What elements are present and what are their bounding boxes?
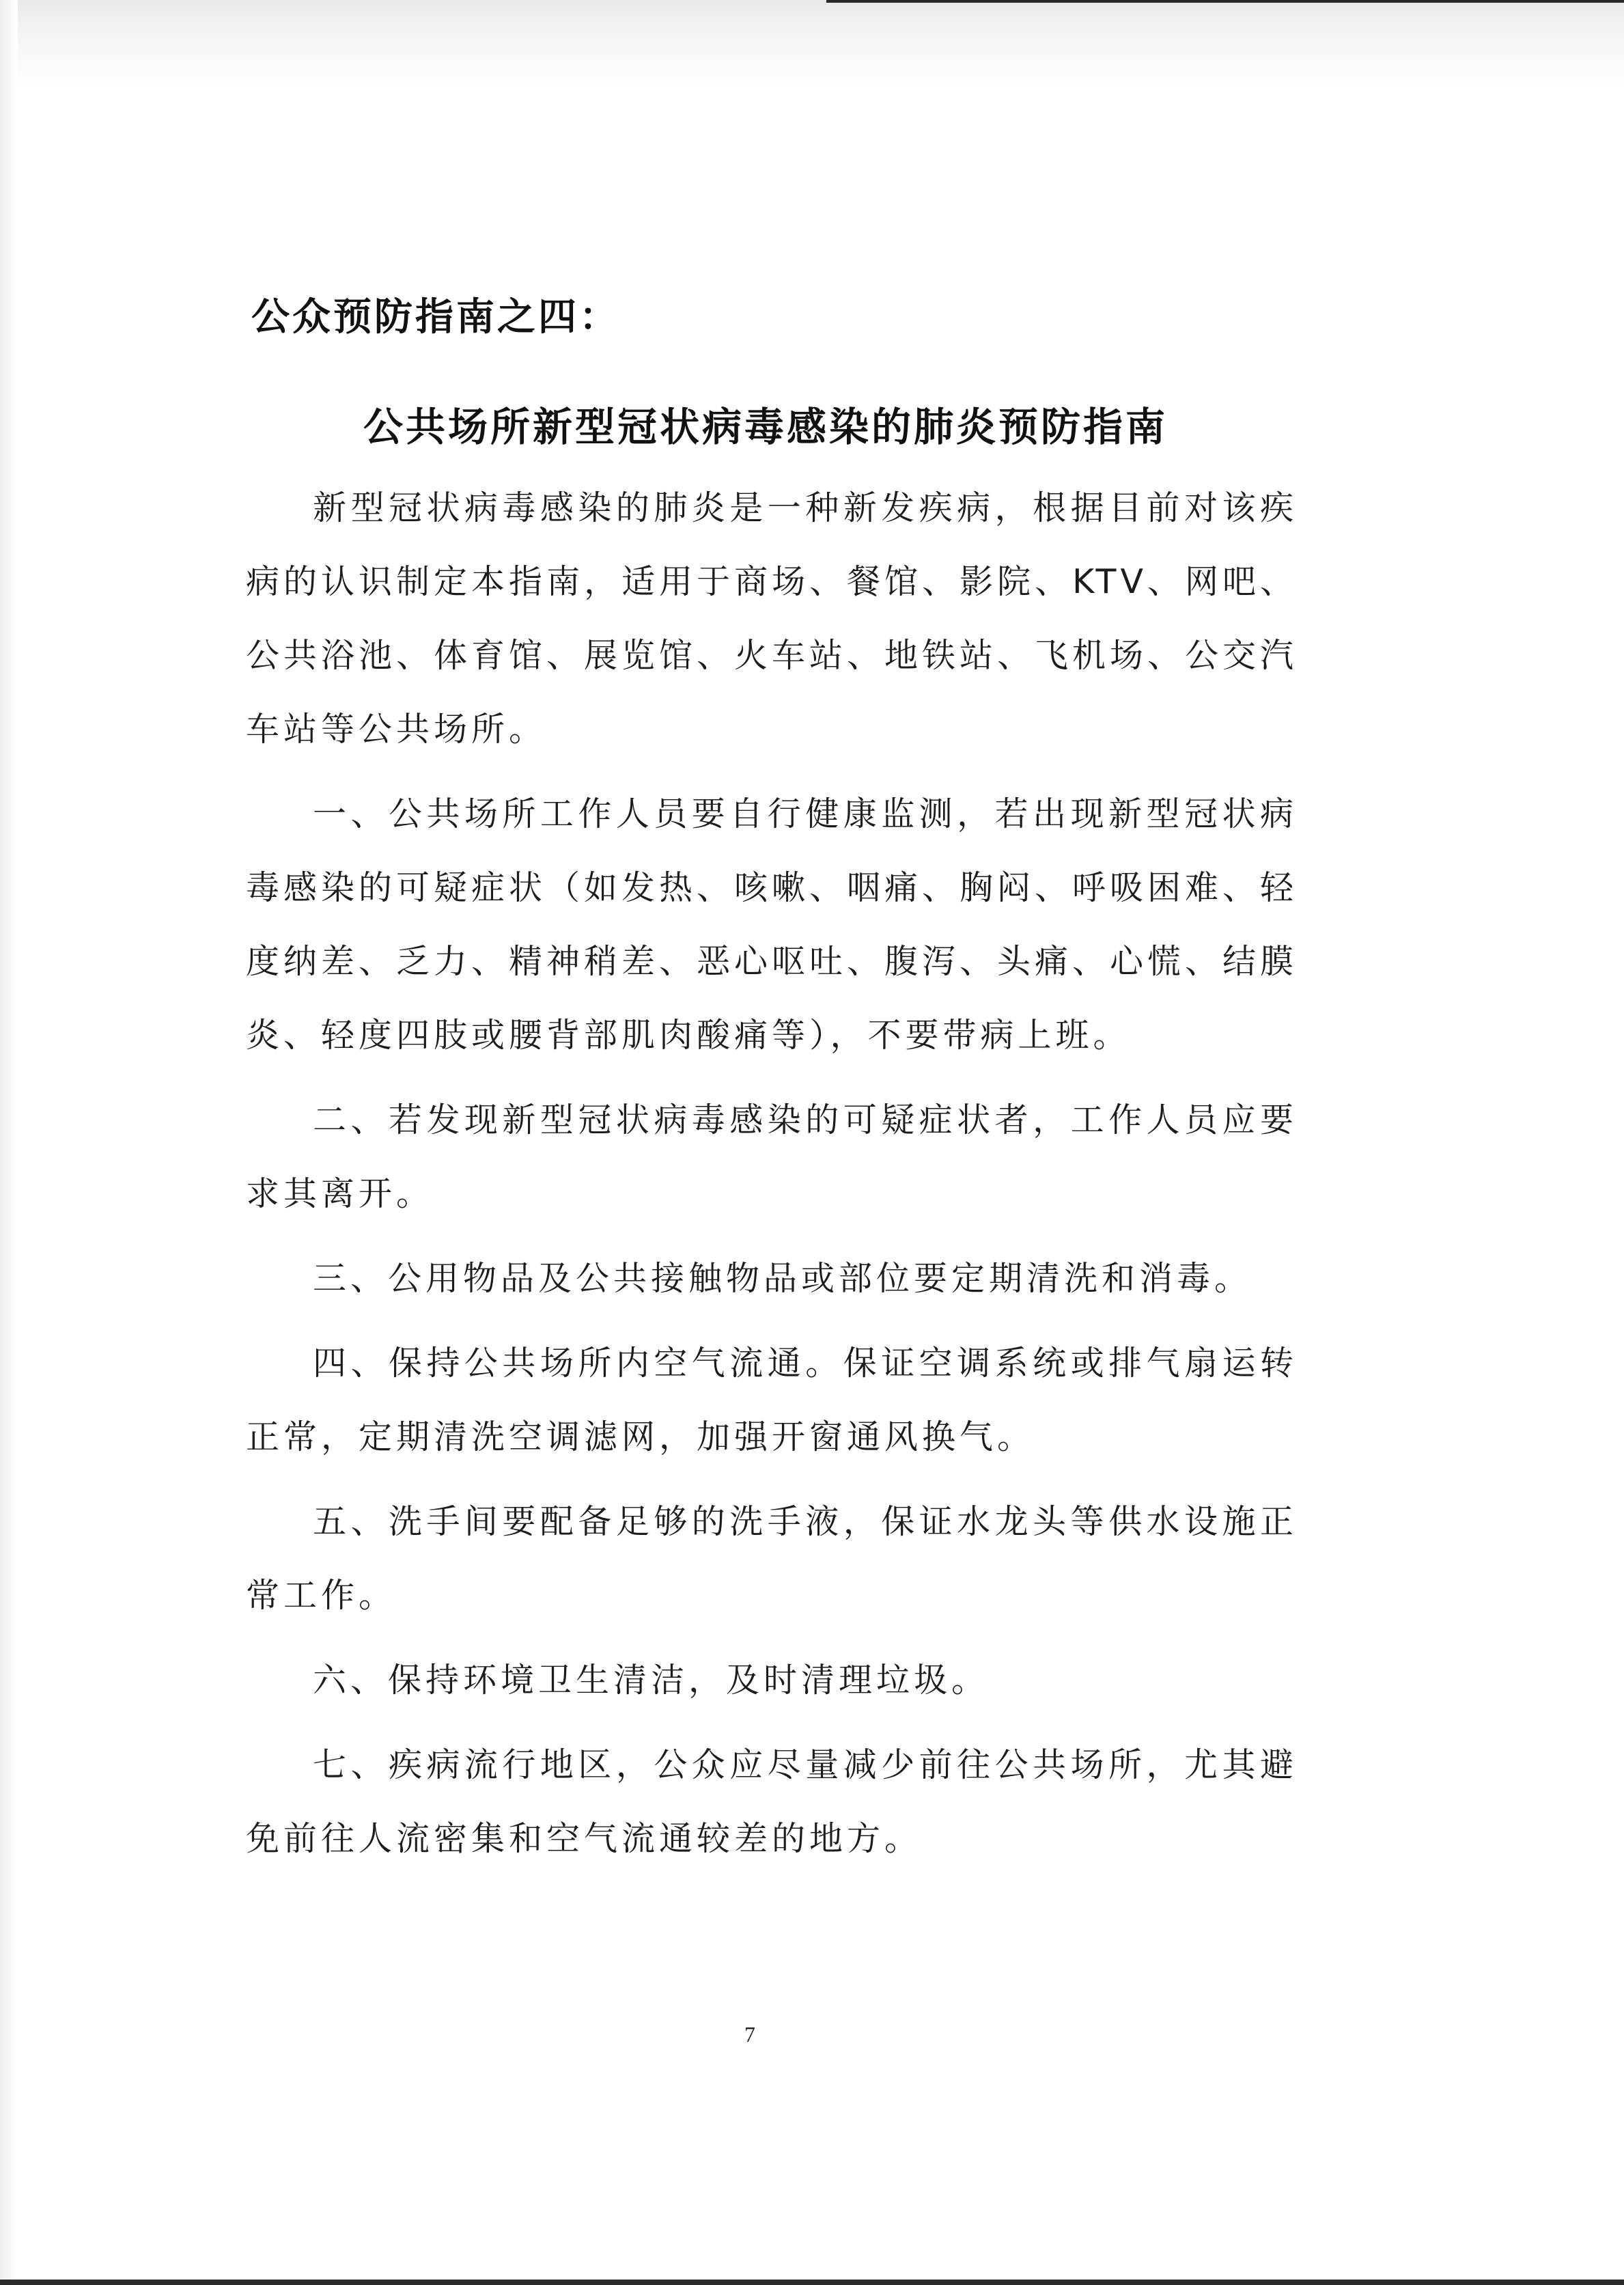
scan-top-shadow: [0, 0, 1624, 89]
rule-3-paragraph: 三、公用物品及公共接触物品或部位要定期清洗和消毒。: [313, 1259, 1252, 1298]
rule-5-paragraph: 五、洗手间要配备足够的洗手液，保证水龙头等供水设施正常工作。: [246, 1502, 1298, 1615]
rule-4-paragraph: 四、保持公共场所内空气流通。保证空调系统或排气扇运转正常，定期清洗空调滤网，加强开窗通风换气。: [246, 1344, 1298, 1456]
scan-bottom-edge: [0, 2280, 1624, 2285]
intro-paragraph: 新型冠状病毒感染的肺炎是一种新发疾病，根据目前对该疾病的认识制定本指南，适用于商场、餐馆、影院、KTV、网吧、公共浴池、体育馆、展览馆、火车站、地铁站、飞机场、公交汽车站等公共场所。: [246, 488, 1298, 749]
scan-left-edge: [0, 0, 18, 2285]
document-title: 公共场所新型冠状病毒感染的肺炎预防指南: [363, 404, 1168, 450]
document-body: [246, 471, 1298, 1887]
rule-7-paragraph: 七、疾病流行地区，公众应尽量减少前往公共场所，尤其避免前往人流密集和空气流通较差的地方。: [246, 1745, 1298, 1858]
rule-2-paragraph: 二、若发现新型冠状病毒感染的可疑症状者，工作人员应要求其离开。: [246, 1100, 1298, 1213]
rule-6-paragraph: 六、保持环境卫生清洁，及时清理垃圾。: [313, 1661, 990, 1700]
rule-1-paragraph: 一、公共场所工作人员要自行健康监测，若出现新型冠状病毒感染的可疑症状（如发热、咳嗽、咽痛、胸闷、呼吸困难、轻度纳差、乏力、精神稍差、恶心呕吐、腹泻、头痛、心慌、结膜炎、轻度四肢或腰背部肌肉酸痛等），不要带病上班。: [246, 794, 1298, 1055]
guide-series-label: 公众预防指南之四：: [251, 294, 620, 340]
scan-top-edge: [826, 0, 1624, 3]
page-number: 7: [744, 2022, 755, 2047]
